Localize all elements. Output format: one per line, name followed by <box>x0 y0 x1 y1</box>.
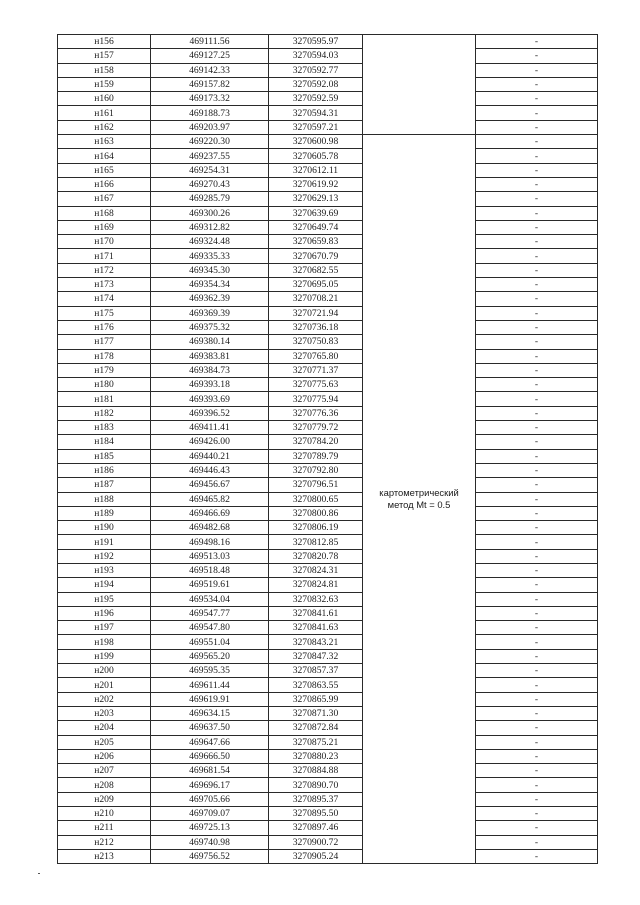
point-id-cell: н162 <box>58 120 151 134</box>
table-row <box>58 706 598 720</box>
table-row <box>58 621 598 635</box>
y-coordinate-cell: 3270890.70 <box>269 778 363 792</box>
table-row <box>58 506 598 520</box>
y-coordinate-cell: 3270895.50 <box>269 807 363 821</box>
error-cell: - <box>476 792 598 806</box>
error-cell: - <box>476 278 598 292</box>
x-coordinate-cell: 469513.03 <box>151 549 269 563</box>
table-row <box>58 764 598 778</box>
point-id-cell: н206 <box>58 749 151 763</box>
table-row <box>58 635 598 649</box>
x-coordinate-cell: 469705.66 <box>151 792 269 806</box>
y-coordinate-cell: 3270592.77 <box>269 63 363 77</box>
point-id-cell: н165 <box>58 163 151 177</box>
x-coordinate-cell: 469637.50 <box>151 721 269 735</box>
table-row <box>58 163 598 177</box>
table-row <box>58 649 598 663</box>
table-row <box>58 120 598 134</box>
table-row <box>58 177 598 191</box>
point-id-cell: н161 <box>58 106 151 120</box>
point-id-cell: н197 <box>58 621 151 635</box>
table-row <box>58 664 598 678</box>
y-coordinate-cell: 3270592.59 <box>269 92 363 106</box>
x-coordinate-cell: 469681.54 <box>151 764 269 778</box>
error-cell: - <box>476 521 598 535</box>
x-coordinate-cell: 469345.30 <box>151 263 269 277</box>
error-cell: - <box>476 163 598 177</box>
x-coordinate-cell: 469335.33 <box>151 249 269 263</box>
y-coordinate-cell: 3270872.84 <box>269 721 363 735</box>
x-coordinate-cell: 469157.82 <box>151 77 269 91</box>
point-id-cell: н180 <box>58 378 151 392</box>
table-row <box>58 192 598 206</box>
error-cell: - <box>476 821 598 835</box>
error-cell: - <box>476 335 598 349</box>
y-coordinate-cell: 3270841.63 <box>269 621 363 635</box>
y-coordinate-cell: 3270736.18 <box>269 320 363 334</box>
error-cell: - <box>476 706 598 720</box>
table-row <box>58 320 598 334</box>
x-coordinate-cell: 469666.50 <box>151 749 269 763</box>
point-id-cell: н193 <box>58 563 151 577</box>
y-coordinate-cell: 3270619.92 <box>269 177 363 191</box>
y-coordinate-cell: 3270897.46 <box>269 821 363 835</box>
point-id-cell: н159 <box>58 77 151 91</box>
point-id-cell: н207 <box>58 764 151 778</box>
error-cell: - <box>476 592 598 606</box>
error-cell: - <box>476 349 598 363</box>
table-row <box>58 521 598 535</box>
y-coordinate-cell: 3270750.83 <box>269 335 363 349</box>
error-cell: - <box>476 435 598 449</box>
y-coordinate-cell: 3270843.21 <box>269 635 363 649</box>
error-cell: - <box>476 421 598 435</box>
error-cell: - <box>476 292 598 306</box>
table-row <box>58 749 598 763</box>
error-cell: - <box>476 35 598 49</box>
y-coordinate-cell: 3270659.83 <box>269 235 363 249</box>
table-row <box>58 406 598 420</box>
point-id-cell: н166 <box>58 177 151 191</box>
scan-speck <box>38 873 40 874</box>
x-coordinate-cell: 469534.04 <box>151 592 269 606</box>
x-coordinate-cell: 469647.66 <box>151 735 269 749</box>
point-id-cell: н195 <box>58 592 151 606</box>
x-coordinate-cell: 469634.15 <box>151 706 269 720</box>
error-cell: - <box>476 120 598 134</box>
error-cell: - <box>476 63 598 77</box>
x-coordinate-cell: 469127.25 <box>151 49 269 63</box>
point-id-cell: н170 <box>58 235 151 249</box>
error-cell: - <box>476 263 598 277</box>
x-coordinate-cell: 469142.33 <box>151 63 269 77</box>
error-cell: - <box>476 549 598 563</box>
x-coordinate-cell: 469380.14 <box>151 335 269 349</box>
x-coordinate-cell: 469547.80 <box>151 621 269 635</box>
point-id-cell: н191 <box>58 535 151 549</box>
table-row <box>58 692 598 706</box>
point-id-cell: н186 <box>58 463 151 477</box>
error-cell: - <box>476 492 598 506</box>
point-id-cell: н200 <box>58 664 151 678</box>
point-id-cell: н203 <box>58 706 151 720</box>
error-cell: - <box>476 735 598 749</box>
x-coordinate-cell: 469551.04 <box>151 635 269 649</box>
x-coordinate-cell: 469375.32 <box>151 320 269 334</box>
table-row <box>58 421 598 435</box>
table-row <box>58 721 598 735</box>
method-cell-empty <box>363 35 476 135</box>
point-id-cell: н164 <box>58 149 151 163</box>
point-id-cell: н187 <box>58 478 151 492</box>
x-coordinate-cell: 469362.39 <box>151 292 269 306</box>
table-row <box>58 149 598 163</box>
y-coordinate-cell: 3270841.61 <box>269 606 363 620</box>
coordinates-table <box>57 34 598 864</box>
error-cell: - <box>476 378 598 392</box>
y-coordinate-cell: 3270792.80 <box>269 463 363 477</box>
y-coordinate-cell: 3270800.65 <box>269 492 363 506</box>
y-coordinate-cell: 3270806.19 <box>269 521 363 535</box>
x-coordinate-cell: 469396.52 <box>151 406 269 420</box>
table-row <box>58 492 598 506</box>
table-row <box>58 435 598 449</box>
table-row <box>58 392 598 406</box>
error-cell: - <box>476 149 598 163</box>
table-row <box>58 606 598 620</box>
point-id-cell: н189 <box>58 506 151 520</box>
error-cell: - <box>476 177 598 191</box>
point-id-cell: н185 <box>58 449 151 463</box>
x-coordinate-cell: 469324.48 <box>151 235 269 249</box>
table-row <box>58 592 598 606</box>
error-cell: - <box>476 249 598 263</box>
table-row <box>58 335 598 349</box>
point-id-cell: н156 <box>58 35 151 49</box>
error-cell: - <box>476 721 598 735</box>
y-coordinate-cell: 3270670.79 <box>269 249 363 263</box>
x-coordinate-cell: 469565.20 <box>151 649 269 663</box>
table-row <box>58 849 598 863</box>
error-cell: - <box>476 578 598 592</box>
point-id-cell: н196 <box>58 606 151 620</box>
y-coordinate-cell: 3270884.88 <box>269 764 363 778</box>
table-row <box>58 349 598 363</box>
y-coordinate-cell: 3270863.55 <box>269 678 363 692</box>
x-coordinate-cell: 469312.82 <box>151 220 269 234</box>
error-cell: - <box>476 807 598 821</box>
y-coordinate-cell: 3270597.21 <box>269 120 363 134</box>
point-id-cell: н184 <box>58 435 151 449</box>
table-row <box>58 735 598 749</box>
x-coordinate-cell: 469725.13 <box>151 821 269 835</box>
table-row <box>58 249 598 263</box>
point-id-cell: н158 <box>58 63 151 77</box>
x-coordinate-cell: 469203.97 <box>151 120 269 134</box>
x-coordinate-cell: 469466.69 <box>151 506 269 520</box>
y-coordinate-cell: 3270900.72 <box>269 835 363 849</box>
error-cell: - <box>476 692 598 706</box>
table-row <box>58 220 598 234</box>
table-row <box>58 206 598 220</box>
error-cell: - <box>476 220 598 234</box>
x-coordinate-cell: 469619.91 <box>151 692 269 706</box>
x-coordinate-cell: 469482.68 <box>151 521 269 535</box>
point-id-cell: н168 <box>58 206 151 220</box>
y-coordinate-cell: 3270812.85 <box>269 535 363 549</box>
y-coordinate-cell: 3270594.03 <box>269 49 363 63</box>
table-row <box>58 49 598 63</box>
y-coordinate-cell: 3270824.81 <box>269 578 363 592</box>
y-coordinate-cell: 3270595.97 <box>269 35 363 49</box>
table-row <box>58 63 598 77</box>
point-id-cell: н201 <box>58 678 151 692</box>
point-id-cell: н213 <box>58 849 151 863</box>
y-coordinate-cell: 3270824.31 <box>269 563 363 577</box>
error-cell: - <box>476 463 598 477</box>
y-coordinate-cell: 3270775.94 <box>269 392 363 406</box>
y-coordinate-cell: 3270905.24 <box>269 849 363 863</box>
point-id-cell: н211 <box>58 821 151 835</box>
y-coordinate-cell: 3270629.13 <box>269 192 363 206</box>
x-coordinate-cell: 469547.77 <box>151 606 269 620</box>
table-row <box>58 535 598 549</box>
point-id-cell: н177 <box>58 335 151 349</box>
y-coordinate-cell: 3270820.78 <box>269 549 363 563</box>
table-row <box>58 835 598 849</box>
table-row <box>58 807 598 821</box>
y-coordinate-cell: 3270682.55 <box>269 263 363 277</box>
y-coordinate-cell: 3270594.31 <box>269 106 363 120</box>
table-row <box>58 792 598 806</box>
x-coordinate-cell: 469498.16 <box>151 535 269 549</box>
x-coordinate-cell: 469383.81 <box>151 349 269 363</box>
point-id-cell: н205 <box>58 735 151 749</box>
point-id-cell: н209 <box>58 792 151 806</box>
table-row <box>58 549 598 563</box>
y-coordinate-cell: 3270765.80 <box>269 349 363 363</box>
table-row <box>58 263 598 277</box>
error-cell: - <box>476 506 598 520</box>
table-row <box>58 235 598 249</box>
point-id-cell: н182 <box>58 406 151 420</box>
table-row <box>58 821 598 835</box>
error-cell: - <box>476 406 598 420</box>
table-row <box>58 678 598 692</box>
point-id-cell: н174 <box>58 292 151 306</box>
error-cell: - <box>476 320 598 334</box>
y-coordinate-cell: 3270857.37 <box>269 664 363 678</box>
x-coordinate-cell: 469756.52 <box>151 849 269 863</box>
point-id-cell: н173 <box>58 278 151 292</box>
x-coordinate-cell: 469285.79 <box>151 192 269 206</box>
point-id-cell: н190 <box>58 521 151 535</box>
point-id-cell: н163 <box>58 135 151 149</box>
table-row <box>58 292 598 306</box>
error-cell: - <box>476 606 598 620</box>
error-cell: - <box>476 192 598 206</box>
point-id-cell: н160 <box>58 92 151 106</box>
point-id-cell: н192 <box>58 549 151 563</box>
error-cell: - <box>476 678 598 692</box>
x-coordinate-cell: 469709.07 <box>151 807 269 821</box>
point-id-cell: н202 <box>58 692 151 706</box>
table-row <box>58 106 598 120</box>
y-coordinate-cell: 3270708.21 <box>269 292 363 306</box>
y-coordinate-cell: 3270784.20 <box>269 435 363 449</box>
y-coordinate-cell: 3270600.98 <box>269 135 363 149</box>
table-row <box>58 378 598 392</box>
method-text-line1: картометрический <box>379 487 459 499</box>
table-row <box>58 306 598 320</box>
y-coordinate-cell: 3270639.69 <box>269 206 363 220</box>
point-id-cell: н172 <box>58 263 151 277</box>
point-id-cell: н178 <box>58 349 151 363</box>
x-coordinate-cell: 469270.43 <box>151 177 269 191</box>
error-cell: - <box>476 77 598 91</box>
x-coordinate-cell: 469300.26 <box>151 206 269 220</box>
x-coordinate-cell: 469411.41 <box>151 421 269 435</box>
error-cell: - <box>476 235 598 249</box>
error-cell: - <box>476 778 598 792</box>
x-coordinate-cell: 469237.55 <box>151 149 269 163</box>
error-cell: - <box>476 135 598 149</box>
y-coordinate-cell: 3270695.05 <box>269 278 363 292</box>
point-id-cell: н198 <box>58 635 151 649</box>
point-id-cell: н194 <box>58 578 151 592</box>
point-id-cell: н183 <box>58 421 151 435</box>
point-id-cell: н176 <box>58 320 151 334</box>
point-id-cell: н157 <box>58 49 151 63</box>
x-coordinate-cell: 469518.48 <box>151 563 269 577</box>
x-coordinate-cell: 469369.39 <box>151 306 269 320</box>
error-cell: - <box>476 106 598 120</box>
y-coordinate-cell: 3270779.72 <box>269 421 363 435</box>
y-coordinate-cell: 3270789.79 <box>269 449 363 463</box>
y-coordinate-cell: 3270832.63 <box>269 592 363 606</box>
y-coordinate-cell: 3270871.30 <box>269 706 363 720</box>
table-row <box>58 563 598 577</box>
table-row <box>58 363 598 377</box>
error-cell: - <box>476 478 598 492</box>
table-row <box>58 77 598 91</box>
error-cell: - <box>476 449 598 463</box>
x-coordinate-cell: 469611.44 <box>151 678 269 692</box>
table-row <box>58 135 598 149</box>
table-row <box>58 278 598 292</box>
x-coordinate-cell: 469111.56 <box>151 35 269 49</box>
y-coordinate-cell: 3270875.21 <box>269 735 363 749</box>
point-id-cell: н210 <box>58 807 151 821</box>
x-coordinate-cell: 469595.35 <box>151 664 269 678</box>
x-coordinate-cell: 469393.18 <box>151 378 269 392</box>
x-coordinate-cell: 469384.73 <box>151 363 269 377</box>
error-cell: - <box>476 49 598 63</box>
x-coordinate-cell: 469173.32 <box>151 92 269 106</box>
y-coordinate-cell: 3270771.37 <box>269 363 363 377</box>
error-cell: - <box>476 206 598 220</box>
error-cell: - <box>476 535 598 549</box>
point-id-cell: н188 <box>58 492 151 506</box>
y-coordinate-cell: 3270895.37 <box>269 792 363 806</box>
error-cell: - <box>476 306 598 320</box>
table-row <box>58 778 598 792</box>
error-cell: - <box>476 664 598 678</box>
y-coordinate-cell: 3270865.99 <box>269 692 363 706</box>
table-row <box>58 35 598 49</box>
y-coordinate-cell: 3270592.08 <box>269 77 363 91</box>
error-cell: - <box>476 764 598 778</box>
method-text-line2: метод Mt = 0.5 <box>387 499 451 511</box>
y-coordinate-cell: 3270776.36 <box>269 406 363 420</box>
y-coordinate-cell: 3270605.78 <box>269 149 363 163</box>
error-cell: - <box>476 363 598 377</box>
point-id-cell: н171 <box>58 249 151 263</box>
x-coordinate-cell: 469188.73 <box>151 106 269 120</box>
y-coordinate-cell: 3270649.74 <box>269 220 363 234</box>
error-cell: - <box>476 92 598 106</box>
table-row <box>58 92 598 106</box>
error-cell: - <box>476 849 598 863</box>
point-id-cell: н169 <box>58 220 151 234</box>
x-coordinate-cell: 469354.34 <box>151 278 269 292</box>
table-row <box>58 578 598 592</box>
y-coordinate-cell: 3270847.32 <box>269 649 363 663</box>
table-row <box>58 463 598 477</box>
y-coordinate-cell: 3270796.51 <box>269 478 363 492</box>
x-coordinate-cell: 469456.67 <box>151 478 269 492</box>
method-cell <box>363 135 476 864</box>
y-coordinate-cell: 3270880.23 <box>269 749 363 763</box>
error-cell: - <box>476 563 598 577</box>
y-coordinate-cell: 3270800.86 <box>269 506 363 520</box>
error-cell: - <box>476 621 598 635</box>
x-coordinate-cell: 469426.00 <box>151 435 269 449</box>
x-coordinate-cell: 469254.31 <box>151 163 269 177</box>
error-cell: - <box>476 835 598 849</box>
error-cell: - <box>476 749 598 763</box>
x-coordinate-cell: 469740.98 <box>151 835 269 849</box>
x-coordinate-cell: 469393.69 <box>151 392 269 406</box>
point-id-cell: н212 <box>58 835 151 849</box>
x-coordinate-cell: 469696.17 <box>151 778 269 792</box>
point-id-cell: н179 <box>58 363 151 377</box>
x-coordinate-cell: 469519.61 <box>151 578 269 592</box>
x-coordinate-cell: 469446.43 <box>151 463 269 477</box>
table-row <box>58 478 598 492</box>
y-coordinate-cell: 3270775.63 <box>269 378 363 392</box>
error-cell: - <box>476 635 598 649</box>
coordinates-table-body <box>58 35 598 864</box>
point-id-cell: н208 <box>58 778 151 792</box>
x-coordinate-cell: 469440.21 <box>151 449 269 463</box>
point-id-cell: н199 <box>58 649 151 663</box>
error-cell: - <box>476 392 598 406</box>
x-coordinate-cell: 469220.30 <box>151 135 269 149</box>
table-row <box>58 449 598 463</box>
point-id-cell: н175 <box>58 306 151 320</box>
point-id-cell: н167 <box>58 192 151 206</box>
y-coordinate-cell: 3270612.11 <box>269 163 363 177</box>
point-id-cell: н204 <box>58 721 151 735</box>
y-coordinate-cell: 3270721.94 <box>269 306 363 320</box>
x-coordinate-cell: 469465.82 <box>151 492 269 506</box>
error-cell: - <box>476 649 598 663</box>
point-id-cell: н181 <box>58 392 151 406</box>
